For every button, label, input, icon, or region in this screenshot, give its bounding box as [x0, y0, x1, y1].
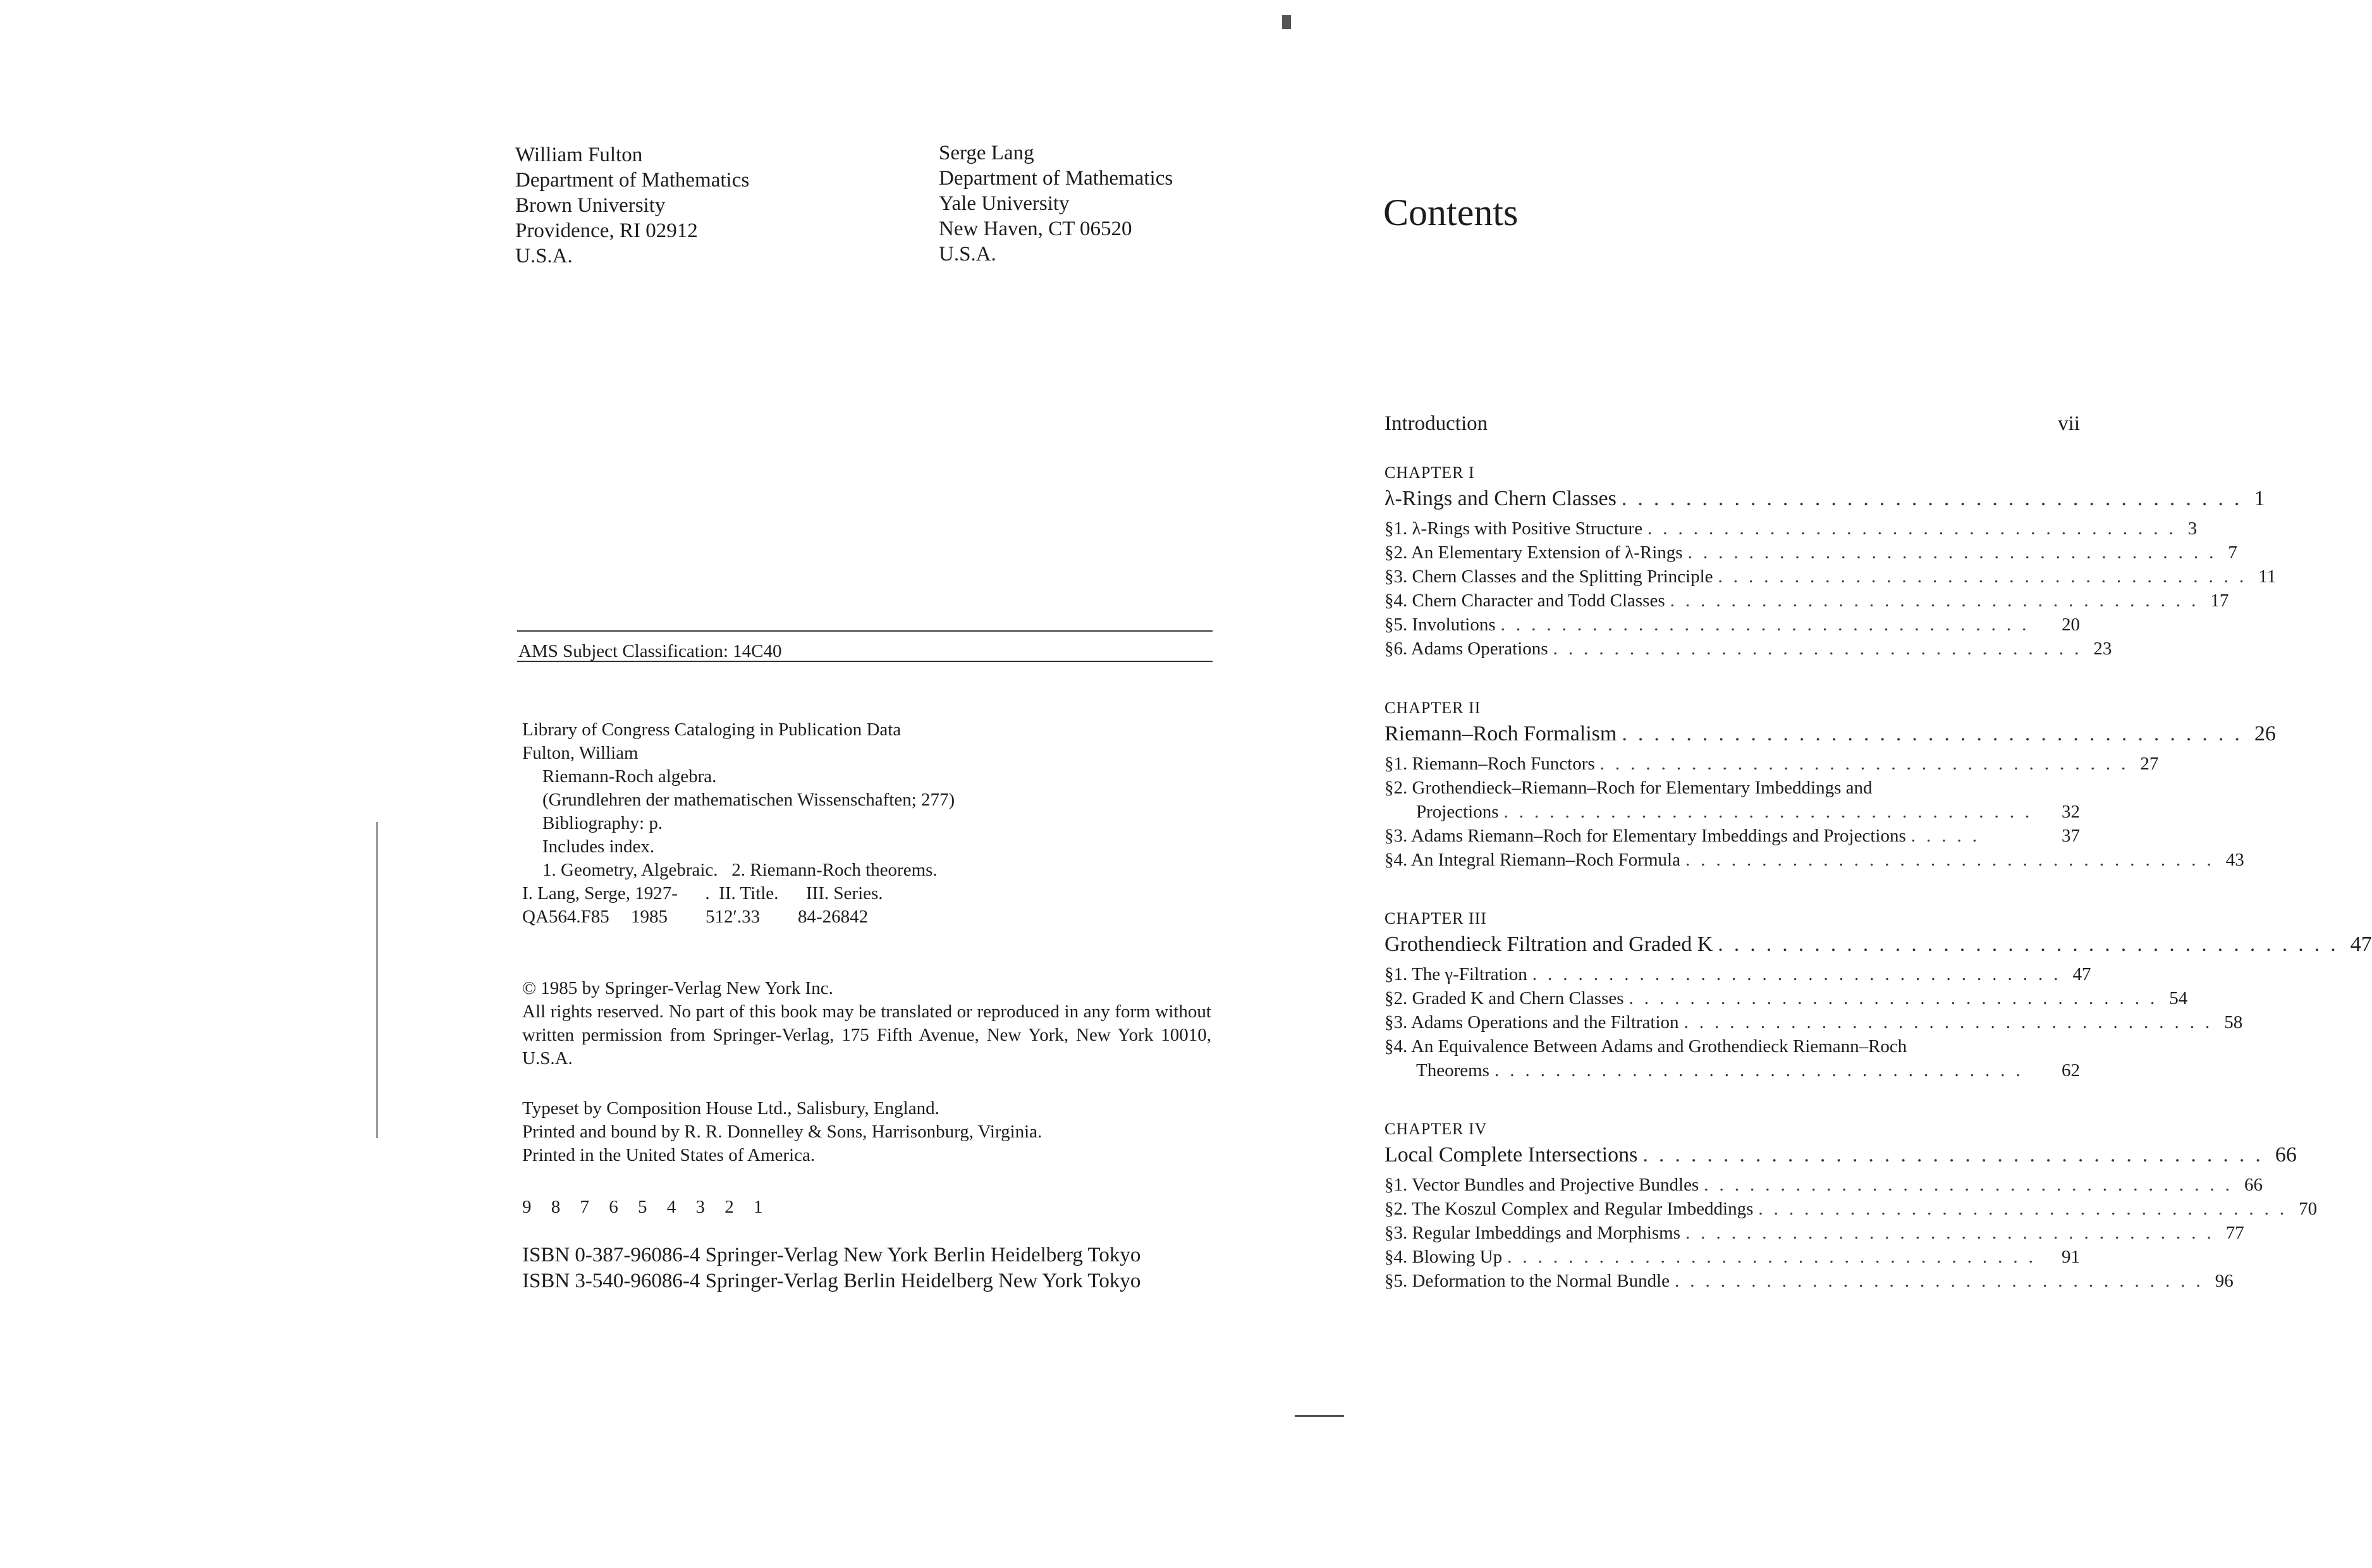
- author-city: Providence, RI 02912: [515, 219, 698, 242]
- section-page: 37: [2062, 826, 2080, 846]
- cip-series-note: (Grundlehren der mathematischen Wissenschaften; 277): [542, 790, 955, 810]
- section-title: §2. Grothendieck–Riemann–Roch for Elementary Imbeddings and: [1385, 778, 1873, 798]
- toc-section[interactable]: §1. λ-Rings with Positive Structure ................................... 3: [1385, 518, 2198, 539]
- section-page: 58: [2224, 1012, 2243, 1032]
- section-title: §4. Blowing Up: [1385, 1247, 1503, 1267]
- section-title: §3. Chern Classes and the Splitting Principle: [1385, 567, 1713, 587]
- toc-section[interactable]: §6. Adams Operations ................................... 23: [1385, 639, 2112, 659]
- printing-info: [522, 1097, 1042, 1167]
- author-department: Department of Mathematics: [939, 167, 1173, 190]
- cip-name: Fulton, William: [522, 743, 639, 763]
- toc-section[interactable]: §2. An Elementary Extension of λ-Rings ................................... 7: [1385, 542, 2237, 563]
- section-title: §1. The γ-Filtration: [1385, 964, 1527, 984]
- toc-section[interactable]: [1385, 778, 2080, 799]
- section-title: §3. Adams Riemann–Roch for Elementary Imbeddings and Projections: [1385, 826, 1906, 846]
- cip-index: Includes index.: [542, 836, 655, 857]
- author-university: Yale University: [939, 192, 1070, 215]
- cip-subjects: 1. Geometry, Algebraic. 2. Riemann-Roch theorems.: [542, 860, 938, 880]
- cip-title: Riemann-Roch algebra.: [542, 766, 717, 787]
- section-title: §1. Riemann–Roch Functors: [1385, 754, 1595, 774]
- printing-number-line: 9 8 7 6 5 4 3 2 1: [522, 1197, 771, 1217]
- section-title: §2. An Elementary Extension of λ-Rings: [1385, 542, 1683, 563]
- section-page: 54: [2169, 988, 2188, 1008]
- toc-introduction[interactable]: [1385, 412, 2080, 436]
- author-address-lang: [939, 140, 1173, 267]
- toc-page: vii: [2058, 412, 2080, 435]
- isbn-block: [522, 1242, 1140, 1294]
- author-university: Brown University: [515, 194, 666, 217]
- section-page: 77: [2225, 1223, 2244, 1243]
- section-title: §5. Involutions: [1385, 615, 1496, 635]
- section-page: 91: [2062, 1247, 2080, 1267]
- section-page: 62: [2062, 1060, 2080, 1081]
- chapter-label: CHAPTER II: [1385, 699, 1481, 717]
- toc-section[interactable]: §3. Adams Riemann–Roch for Elementary Imbeddings and Projections ..... 37: [1385, 826, 2080, 846]
- chapter-page: 47: [2350, 933, 2372, 956]
- toc-section[interactable]: §3. Regular Imbeddings and Morphisms ................................... 77: [1385, 1223, 2244, 1243]
- section-title: §6. Adams Operations: [1385, 639, 1548, 659]
- rights-statement: All rights reserved. No part of this book may be translated or reproduced in any form without written permission from Springer-Verlag, 175 Fifth Avenue, New York, New York 10010, U.S.A.: [522, 1001, 1211, 1069]
- cip-call-number: [522, 905, 955, 929]
- toc-section[interactable]: [1385, 1036, 2080, 1057]
- toc-section[interactable]: §4. Chern Character and Todd Classes ................................... 17: [1385, 591, 2229, 611]
- section-title: §1. λ-Rings with Positive Structure: [1385, 518, 1642, 539]
- typeset-line: Typeset by Composition House Ltd., Salisbury, England.: [522, 1098, 939, 1118]
- copyright-notice: [522, 977, 1211, 1070]
- call-lccn: 84-26842: [798, 907, 869, 927]
- section-page: 23: [2093, 639, 2112, 659]
- copyright-line: © 1985 by Springer-Verlag New York Inc.: [522, 978, 833, 998]
- section-page: 96: [2215, 1271, 2234, 1291]
- section-title: §2. Graded K and Chern Classes: [1385, 988, 1624, 1008]
- chapter-label: CHAPTER I: [1385, 463, 1475, 482]
- cip-bibliography: Bibliography: p.: [542, 813, 663, 833]
- scan-mark-gutter: [376, 822, 378, 1138]
- section-page: 7: [2228, 542, 2237, 563]
- divider-top: [517, 630, 1213, 632]
- scan-mark-top: [1282, 15, 1291, 29]
- ams-classification: AMS Subject Classification: 14C40: [518, 641, 782, 661]
- chapter-title: Local Complete Intersections: [1385, 1143, 1638, 1167]
- toc-section-continued[interactable]: Projections ................................... 32: [1385, 802, 2080, 823]
- author-name: Serge Lang: [939, 142, 1034, 164]
- section-page: 43: [2225, 850, 2244, 870]
- chapter-page: 1: [2254, 487, 2265, 510]
- section-page: 11: [2258, 567, 2277, 587]
- section-title: §2. The Koszul Complex and Regular Imbeddings: [1385, 1199, 1754, 1219]
- toc-section[interactable]: §4. Blowing Up ................................... 91: [1385, 1247, 2080, 1267]
- toc-section[interactable]: §5. Deformation to the Normal Bundle ................................... 96: [1385, 1271, 2234, 1291]
- author-name: William Fulton: [515, 144, 643, 166]
- toc-section[interactable]: §3. Adams Operations and the Filtration ................................... 58: [1385, 1012, 2243, 1032]
- toc-chapter-3[interactable]: Grothendieck Filtration and Graded K ....................................... 47: [1385, 933, 2372, 956]
- chapter-title: Grothendieck Filtration and Graded K: [1385, 933, 1713, 956]
- toc-section[interactable]: §3. Chern Classes and the Splitting Principle ................................... 11: [1385, 567, 2277, 587]
- call-number: QA564.F85: [522, 907, 609, 927]
- section-page: 32: [2062, 802, 2080, 822]
- cataloging-data: [522, 718, 955, 929]
- chapter-page: 26: [2254, 722, 2276, 745]
- chapter-title: Riemann–Roch Formalism: [1385, 722, 1617, 745]
- section-page: 3: [2187, 518, 2198, 539]
- toc-title: Introduction: [1385, 412, 1488, 435]
- toc-section[interactable]: §2. Graded K and Chern Classes ................................... 54: [1385, 988, 2188, 1008]
- author-address-fulton: [515, 142, 749, 269]
- section-title-cont: Theorems: [1416, 1060, 1489, 1081]
- section-title: §1. Vector Bundles and Projective Bundles: [1385, 1175, 1699, 1195]
- section-title-cont: Projections: [1416, 802, 1499, 822]
- section-title: §3. Regular Imbeddings and Morphisms: [1385, 1223, 1680, 1243]
- author-department: Department of Mathematics: [515, 169, 750, 192]
- printed-bound-line: Printed and bound by R. R. Donnelley & Sons, Harrisonburg, Virginia.: [522, 1122, 1042, 1142]
- toc-section[interactable]: §2. The Koszul Complex and Regular Imbeddings ................................... 70: [1385, 1199, 2318, 1219]
- page-title: Contents: [1383, 192, 1519, 233]
- section-page: 47: [2072, 964, 2091, 984]
- toc-section[interactable]: §5. Involutions ................................... 20: [1385, 615, 2080, 635]
- section-title: §4. An Integral Riemann–Roch Formula: [1385, 850, 1680, 870]
- scan-mark-bottom: [1295, 1415, 1344, 1417]
- call-dewey: 512′.33: [706, 907, 761, 927]
- author-country: U.S.A.: [515, 245, 573, 267]
- author-country: U.S.A.: [939, 243, 996, 266]
- isbn-de: ISBN 3-540-96086-4 Springer-Verlag Berlin Heidelberg New York Tokyo: [522, 1270, 1141, 1292]
- toc-chapter-2[interactable]: Riemann–Roch Formalism ....................................... 26: [1385, 722, 2276, 745]
- toc-chapter-4[interactable]: Local Complete Intersections ....................................... 66: [1385, 1143, 2297, 1167]
- section-title: §4. Chern Character and Todd Classes: [1385, 591, 1665, 611]
- toc-section[interactable]: §1. The γ-Filtration ................................... 47: [1385, 964, 2091, 984]
- toc-section-continued[interactable]: Theorems ................................... 62: [1385, 1060, 2080, 1081]
- chapter-label: CHAPTER III: [1385, 909, 1487, 928]
- toc-chapter-1[interactable]: λ-Rings and Chern Classes ....................................... 1: [1385, 487, 2265, 510]
- chapter-title: λ-Rings and Chern Classes: [1385, 487, 1617, 510]
- section-page: 17: [2210, 591, 2229, 611]
- toc-section[interactable]: §4. An Integral Riemann–Roch Formula ................................... 43: [1385, 850, 2244, 870]
- toc-section[interactable]: §1. Riemann–Roch Functors ................................... 27: [1385, 754, 2159, 774]
- section-page: 66: [2244, 1175, 2263, 1195]
- cip-heading: Library of Congress Cataloging in Publication Data: [522, 720, 902, 740]
- section-page: 20: [2062, 615, 2080, 635]
- cip-added-entries: I. Lang, Serge, 1927- . II. Title. III. Series.: [522, 883, 883, 903]
- section-page: 70: [2299, 1199, 2318, 1219]
- section-title: §3. Adams Operations and the Filtration: [1385, 1012, 1679, 1032]
- section-title: §4. An Equivalence Between Adams and Grothendieck Riemann–Roch: [1385, 1036, 1907, 1057]
- call-year: 1985: [631, 907, 668, 927]
- section-title: §5. Deformation to the Normal Bundle: [1385, 1271, 1670, 1291]
- chapter-page: 66: [2275, 1143, 2297, 1167]
- isbn-us: ISBN 0-387-96086-4 Springer-Verlag New York Berlin Heidelberg Tokyo: [522, 1244, 1141, 1266]
- chapter-label: CHAPTER IV: [1385, 1120, 1488, 1138]
- author-city: New Haven, CT 06520: [939, 217, 1132, 240]
- printed-country-line: Printed in the United States of America.: [522, 1145, 816, 1165]
- toc-section[interactable]: §1. Vector Bundles and Projective Bundles ................................... 66: [1385, 1175, 2263, 1195]
- section-page: 27: [2140, 754, 2159, 774]
- divider-bottom: [517, 661, 1213, 662]
